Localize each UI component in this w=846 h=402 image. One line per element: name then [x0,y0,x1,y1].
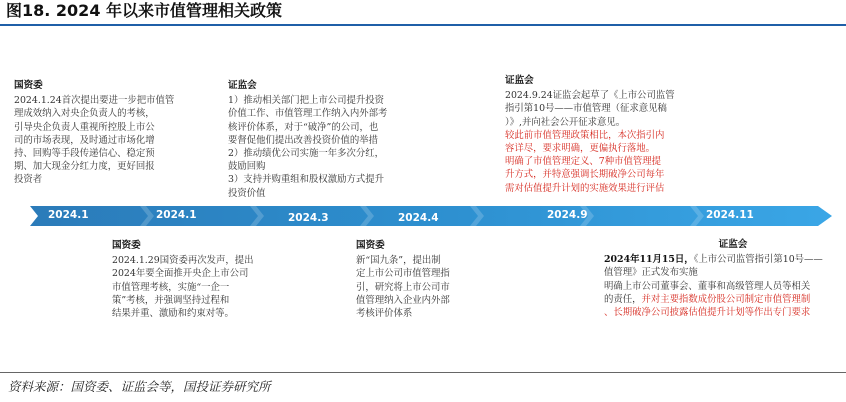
timeline-date-2024-3: 2024.3 [288,212,329,224]
block-highlight-line: 需对估值提升计划的实施效果进行评估 [505,182,665,194]
block-line: 策”考核，并强调坚持过程和 [112,294,230,306]
block-text: 《上市公司监管指引第10号—— [693,254,823,266]
block-line: 2024.9.24证监会起草了《上市公司监管 [505,90,675,102]
policy-block-state-council-2024-4 [356,239,496,320]
block-line: 1）推动相关部门把上市公司提升投资 [228,95,384,107]
block-line: 持、回购等手段传递信心、稳定预 [14,148,155,160]
block-highlight-line: 、长期破净公司披露估值提升计划等作出专门要求 [604,307,811,319]
block-highlight-text: 并对主要指数成份股公司制定市值管理制 [641,293,811,305]
block-line: 引，研究将上市公司市 [356,281,450,293]
block-line: 市值管理考核，实施“一企一 [112,281,230,293]
block-line: 2024.1.24首次提出要进一步把市值管 [14,95,175,107]
block-line: 值管理纳入企业内外部 [356,294,450,306]
block-head: 国资委 [356,240,385,251]
block-head: 证监会 [718,239,748,250]
block-line: 考核评价体系 [356,308,413,320]
block-line: 指引第10号——市值管理（征求意见稿 [505,103,667,115]
block-line: 3）支持并购重组和股权激励方式提升 [228,174,384,186]
policy-block-csrc-2024-11 [604,238,842,319]
block-line: 理成效纳入对央企负责人的考核， [14,108,155,120]
block-highlight-line: 明确了市值管理定义、7种市值管理提 [505,156,661,168]
policy-block-csrc-2024-3 [228,79,448,200]
timeline-date-2024-11: 2024.11 [706,209,754,221]
block-head: 国资委 [112,240,141,251]
block-date-emphasis: 2024年11月15日， [604,254,694,266]
timeline-date-2024-1-a: 2024.1 [48,209,89,221]
block-line: 定上市公司市值管理指 [356,268,450,280]
block-line: ）》,并向社会公开征求意见。 [505,116,626,128]
policy-block-sasac-2024-1-29 [112,239,292,320]
block-line: 核评价体系，对于“破净”的公司，也 [228,121,379,133]
block-line: 值管理》正式发布实施 [604,267,698,279]
source-divider [0,372,846,373]
block-line: 投资者 [14,174,43,186]
policy-block-csrc-2024-9 [505,74,705,195]
block-highlight-line: 较此前市值管理政策相比，本次指引内 [505,129,665,141]
block-line: 2024.1.29国资委再次发声，提出 [112,255,254,267]
block-line: 要督促他们提出改善投资价值的举措 [228,134,379,146]
block-line: 2024年要全面推开央企上市公司 [112,268,249,280]
block-line: 价值工作、市值管理工作纳入内外部考 [228,108,388,120]
block-highlight-line: 容详尽，要求明确，更偏执行落地。 [505,143,656,155]
block-line: 新“国九条”，提出制 [356,255,441,267]
block-line [604,293,842,306]
block-highlight-line: 升方式，并特意强调长期破净公司每年 [505,169,665,181]
policy-block-sasac-2024-1-24 [14,79,204,187]
block-line: 司的市场表现，及时通过市场化增 [14,134,155,146]
block-line: 投资价值 [228,187,266,199]
block-line: 鼓励回购 [228,161,266,173]
block-head: 证监会 [228,80,257,91]
block-line: 引导央企负责人重视所控股上市公 [14,121,155,133]
block-line: 期、加大现金分红力度，更好回报 [14,161,155,173]
figure-title: 图18. 2024 年以来市值管理相关政策 [6,1,283,20]
block-line: 结果并重、激励和约束对等。 [112,308,234,320]
block-head: 国资委 [14,80,43,91]
block-line: 2）推动绩优公司实施一年多次分红， [228,148,384,160]
block-text: 的责任， [604,293,642,305]
timeline-date-2024-1-b: 2024.1 [156,209,197,221]
source-note: 资料来源：国资委、证监会等，国投证券研究所 [8,379,271,394]
block-line [604,253,842,266]
block-head: 证监会 [505,75,534,86]
timeline-date-2024-4: 2024.4 [398,212,439,224]
timeline-date-2024-9: 2024.9 [547,209,588,221]
block-line: 明确上市公司董事会、董事和高级管理人员等相关 [604,280,811,292]
